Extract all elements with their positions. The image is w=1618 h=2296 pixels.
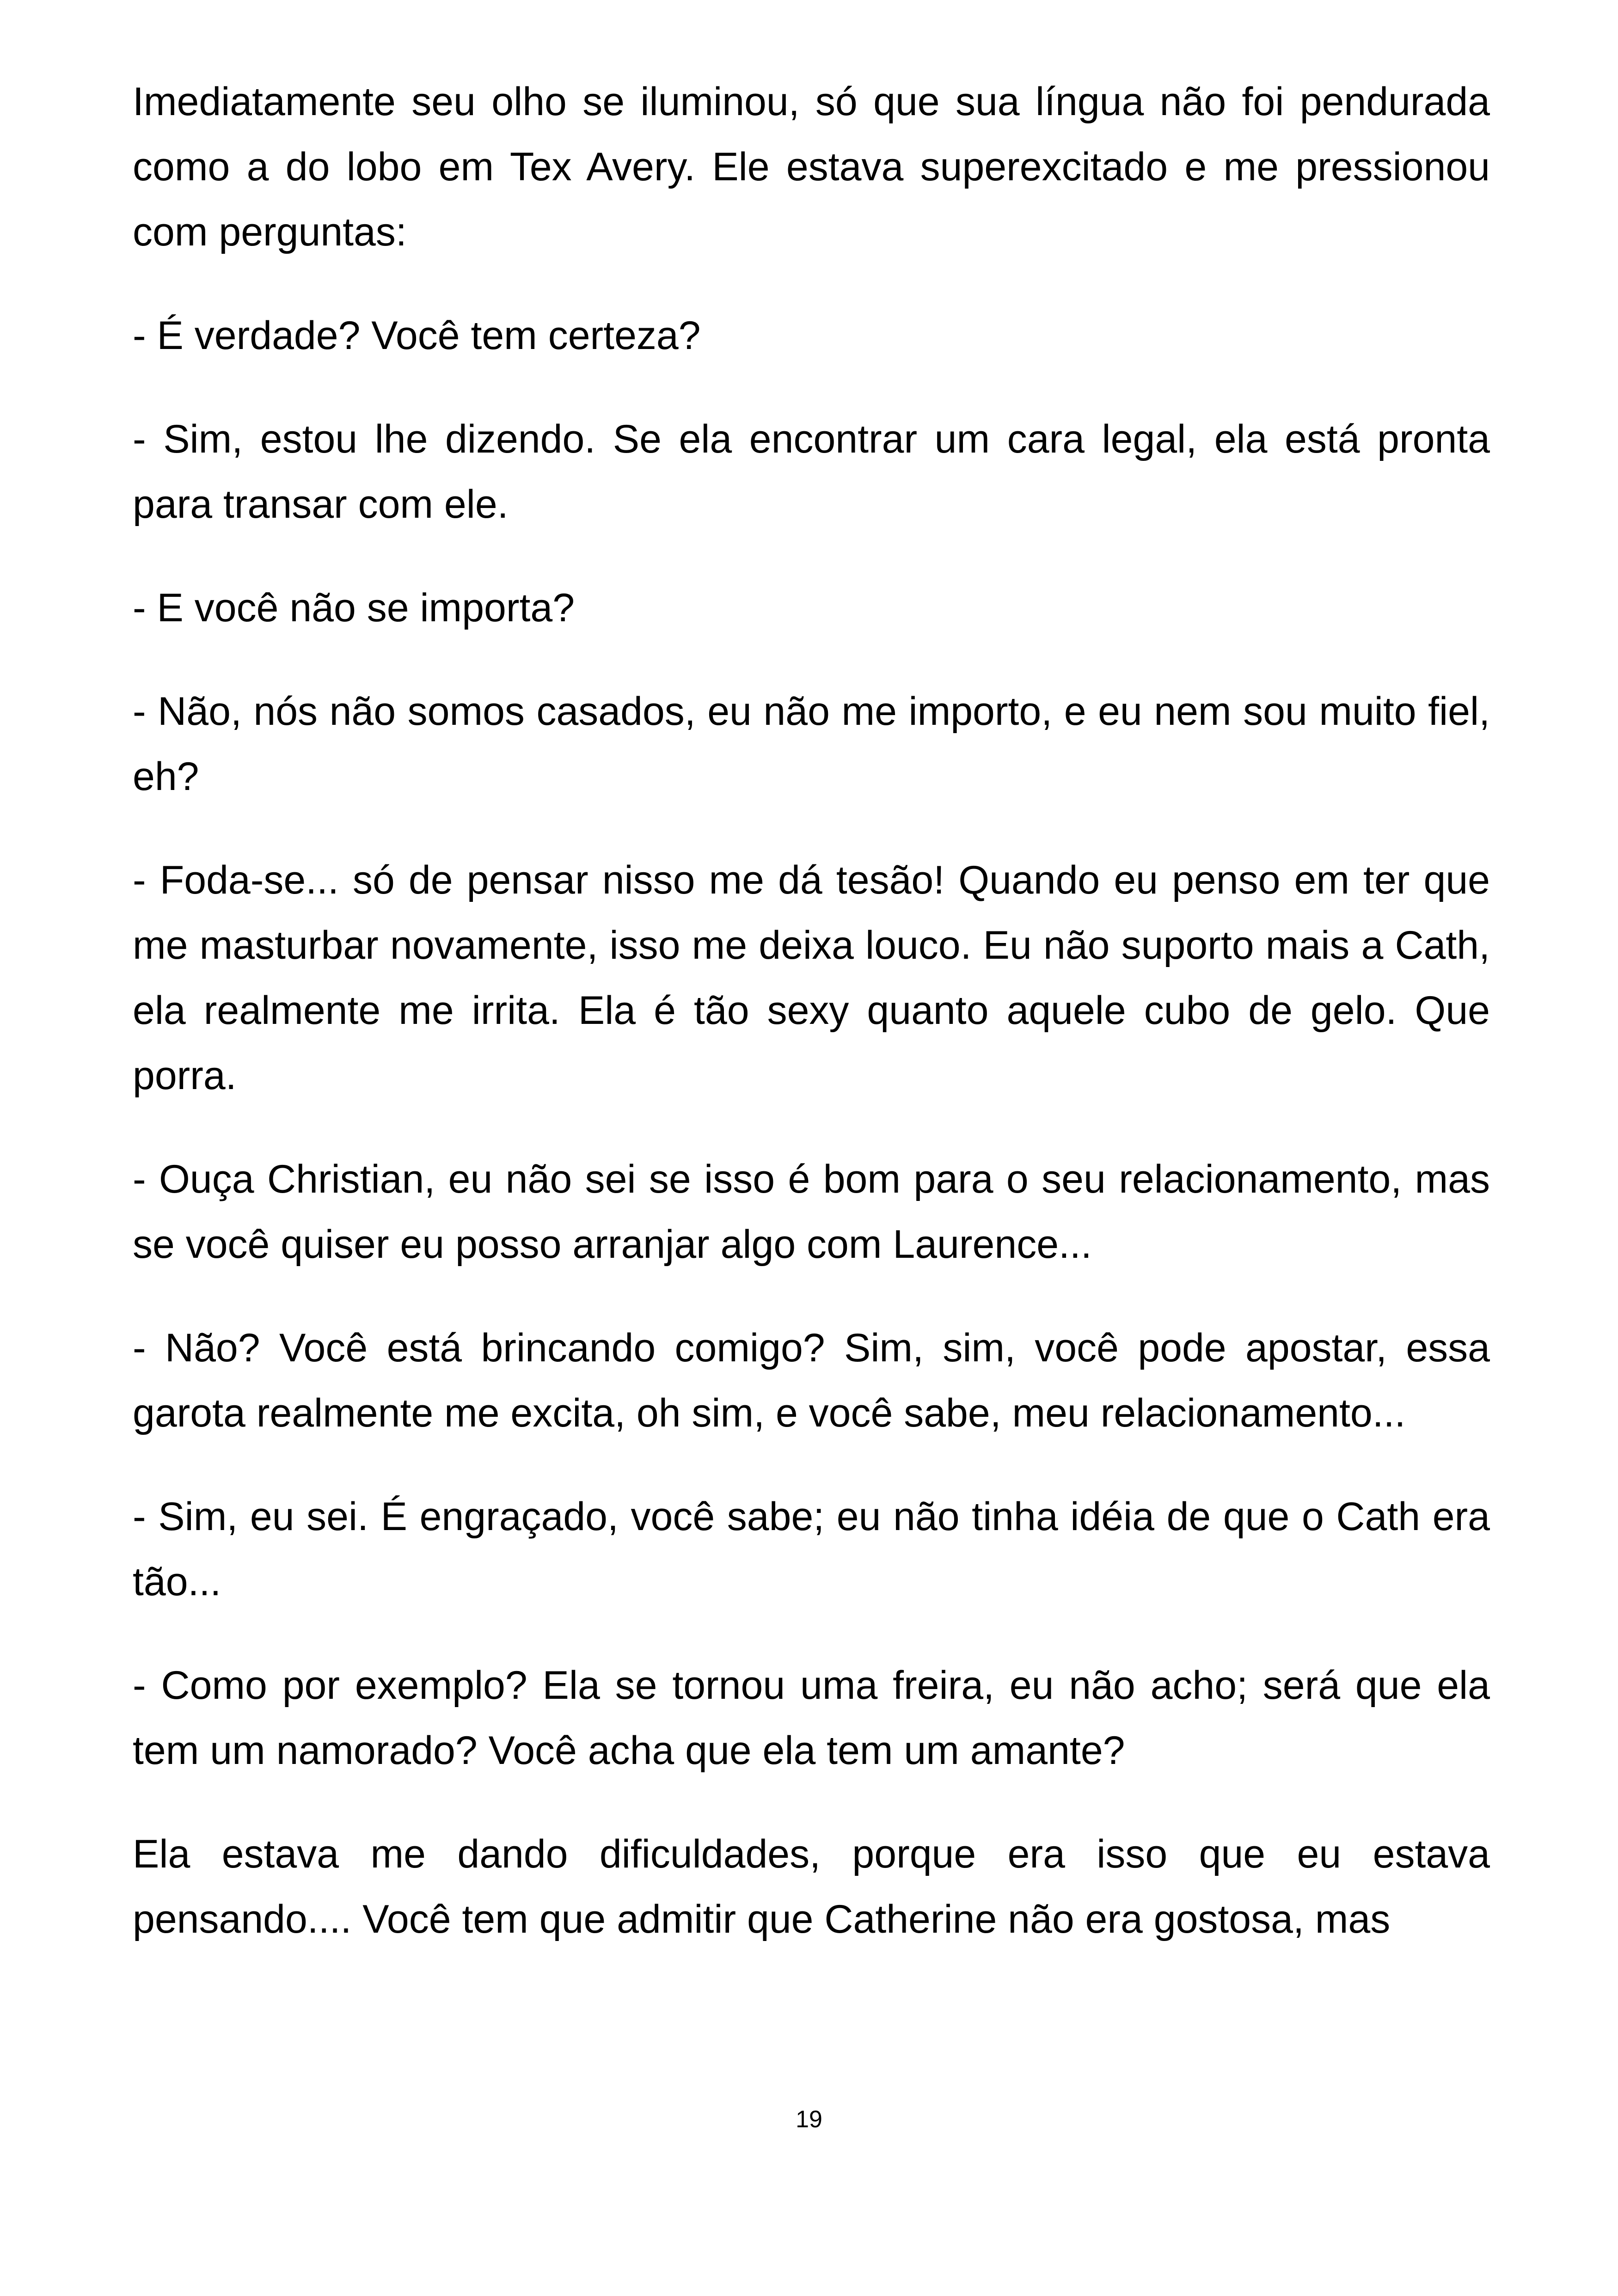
paragraph-5: - Não, nós não somos casados, eu não me importo, e eu nem sou muito fiel, eh? (133, 689, 1490, 799)
page-number: 19 (796, 2106, 822, 2133)
paragraph-1: Imediatamente seu olho se iluminou, só que sua língua não foi pendurada como a do lobo em Tex Avery. Ele estava superexcitado e me pressionou com perguntas: (133, 80, 1490, 254)
paragraph-9: - Sim, eu sei. É engraçado, você sabe; eu não tinha idéia de que o Cath era tão... (133, 1494, 1490, 1604)
document-body (133, 69, 1490, 1990)
paragraph-2: - É verdade? Você tem certeza? (133, 313, 701, 358)
paragraph-3: - Sim, estou lhe dizendo. Se ela encontrar um cara legal, ela está pronta para transar com ele. (133, 417, 1490, 527)
paragraph-6: - Foda-se... só de pensar nisso me dá tesão! Quando eu penso em ter que me masturbar novamente, isso me deixa louco. Eu não suporto mais a Cath, ela realmente me irrita. Ela é tão sexy quanto aquele cubo de gelo. Que porra. (133, 858, 1490, 1098)
paragraph-11: Ela estava me dando dificuldades, porque era isso que eu estava pensando.... Você tem que admitir que Catherine não era gostosa, mas (133, 1832, 1490, 1941)
paragraph-8: - Não? Você está brincando comigo? Sim, sim, você pode apostar, essa garota realmente me excita, oh sim, e você sabe, meu relacionamento... (133, 1326, 1490, 1435)
paragraph-7: - Ouça Christian, eu não sei se isso é bom para o seu relacionamento, mas se você quiser eu posso arranjar algo com Laurence... (133, 1157, 1490, 1267)
paragraph-4: - E você não se importa? (133, 586, 575, 630)
paragraph-10: - Como por exemplo? Ela se tornou uma freira, eu não acho; será que ela tem um namorado? Você acha que ela tem um amante? (133, 1663, 1490, 1773)
